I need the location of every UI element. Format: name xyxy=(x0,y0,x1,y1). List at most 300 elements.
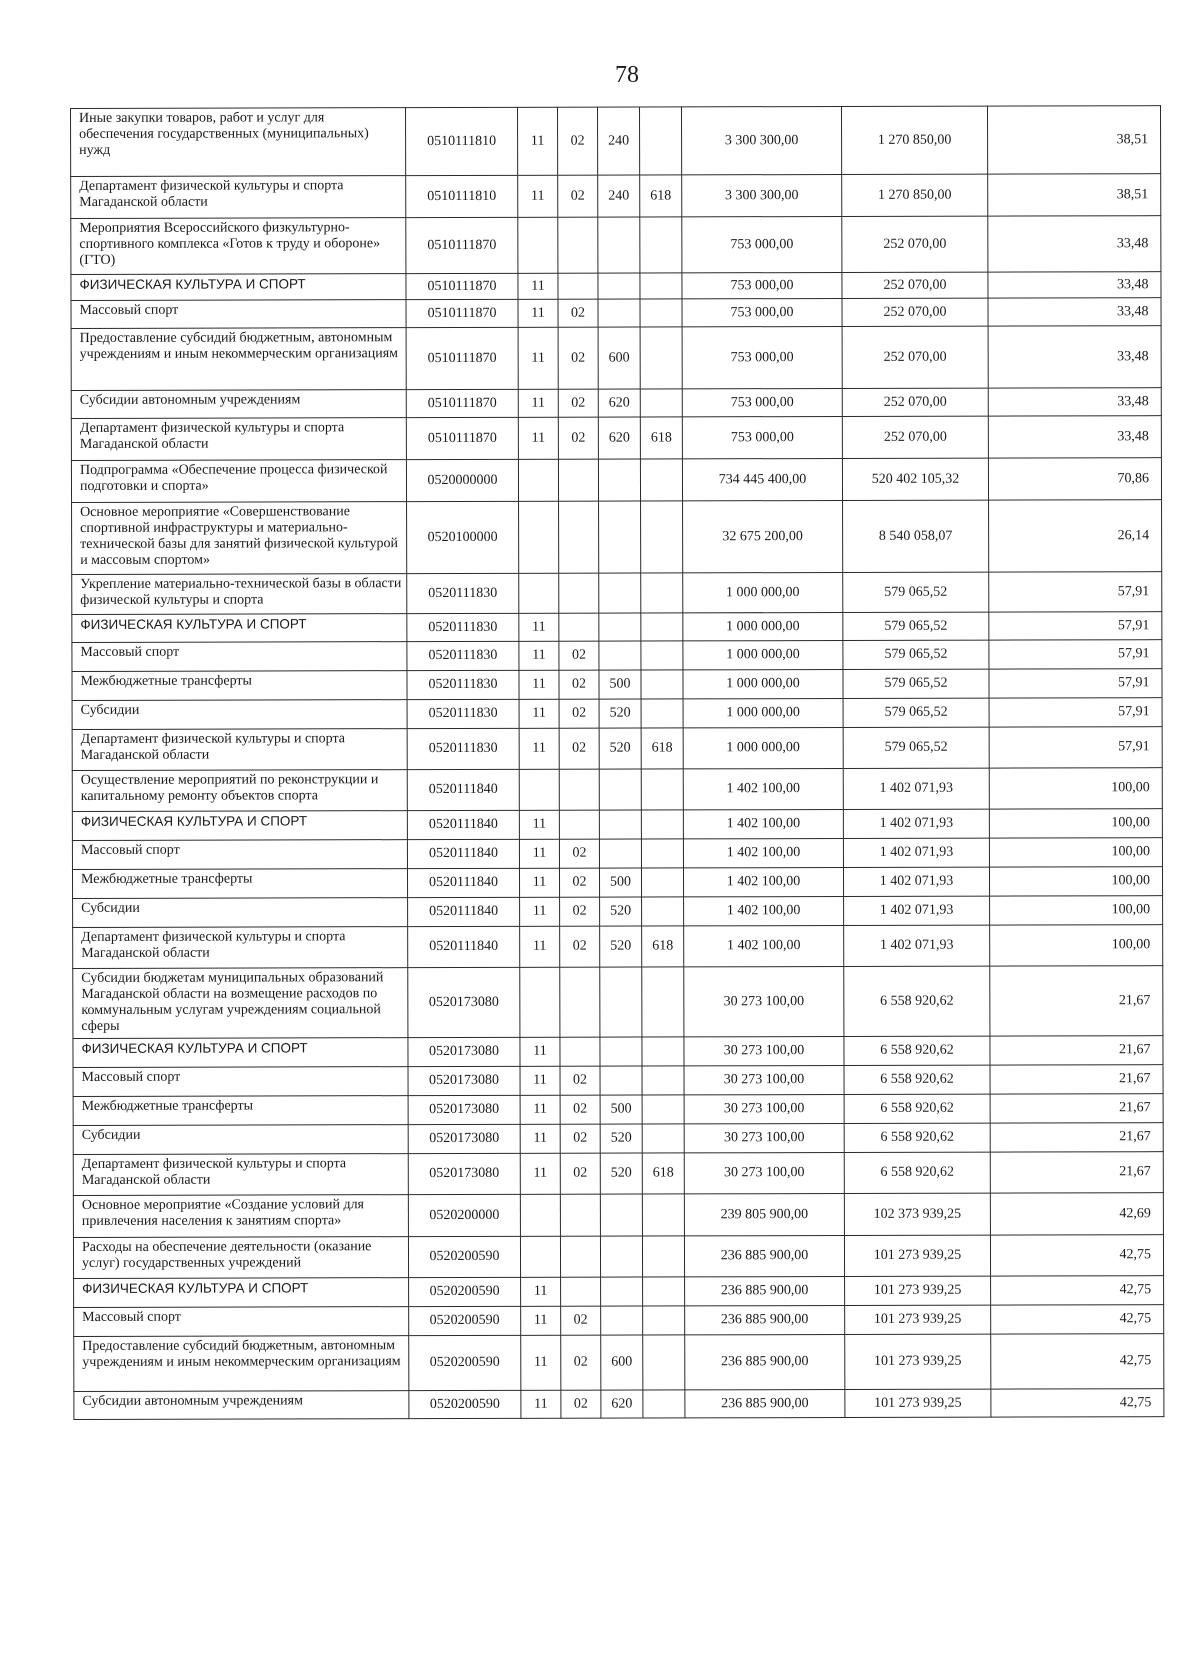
row-admin-code xyxy=(641,501,683,573)
row-subsection xyxy=(558,217,598,273)
row-subsection xyxy=(558,273,598,299)
row-target-code: 0520200590 xyxy=(409,1335,521,1390)
row-planned-amount: 1 000 000,00 xyxy=(683,727,843,768)
row-expense-type: 500 xyxy=(600,1095,642,1124)
row-percent: 21,67 xyxy=(990,1152,1163,1193)
row-target-code: 0520111840 xyxy=(408,897,520,926)
row-admin-code xyxy=(640,273,682,299)
row-name: Основное мероприятие «Совершенствование спортивной инфраструктуры и материально-технической базы для занятий физической культурой и массовым спортом» xyxy=(72,502,407,575)
table-row xyxy=(72,500,1162,575)
row-admin-code xyxy=(641,641,683,670)
row-expense-type xyxy=(600,1037,642,1066)
row-name: Департамент физической культуры и спорта Магаданской области xyxy=(73,1154,408,1196)
row-expense-type xyxy=(600,1194,642,1236)
row-planned-amount: 1 402 100,00 xyxy=(683,867,843,896)
row-percent: 57,91 xyxy=(989,572,1162,612)
row-subsection: 02 xyxy=(558,389,598,417)
table-row xyxy=(72,612,1162,643)
row-planned-amount: 236 885 900,00 xyxy=(684,1235,844,1276)
row-expense-type: 500 xyxy=(599,670,641,699)
row-planned-amount: 236 885 900,00 xyxy=(685,1389,845,1417)
row-subsection: 02 xyxy=(560,897,600,926)
row-admin-code xyxy=(643,1277,685,1306)
row-percent: 21,67 xyxy=(990,1036,1163,1065)
row-name: Мероприятия Всероссийского физкультурно-спортивного комплекса «Готов к труду и обороне» (ГТО) xyxy=(71,218,406,275)
row-name: Департамент физической культуры и спорта Магаданской области xyxy=(73,927,408,969)
row-expense-type: 240 xyxy=(598,175,640,217)
row-name: Массовый спорт xyxy=(74,1307,409,1337)
row-actual-amount: 252 070,00 xyxy=(842,272,988,298)
row-planned-amount: 30 273 100,00 xyxy=(684,1123,844,1152)
row-name: Предоставление субсидий бюджетным, автономным учреждениям и иным некоммерческим организациям xyxy=(71,328,406,391)
row-actual-amount: 579 065,52 xyxy=(843,698,989,727)
row-target-code: 0520111830 xyxy=(407,670,519,699)
row-planned-amount: 30 273 100,00 xyxy=(684,1152,844,1193)
row-admin-code xyxy=(642,1236,684,1277)
row-target-code: 0520111830 xyxy=(407,613,519,641)
row-expense-type xyxy=(599,501,641,573)
row-name: Подпрограмма «Обеспечение процесса физической подготовки и спорта» xyxy=(71,460,406,503)
row-admin-code xyxy=(642,897,684,926)
row-section: 11 xyxy=(519,839,559,868)
row-planned-amount: 3 300 300,00 xyxy=(681,106,841,174)
row-actual-amount: 101 273 939,25 xyxy=(845,1305,991,1334)
row-actual-amount: 579 065,52 xyxy=(843,727,989,768)
row-section: 11 xyxy=(520,1095,560,1124)
table-row xyxy=(73,925,1163,969)
row-subsection xyxy=(559,613,599,641)
row-percent: 26,14 xyxy=(989,500,1162,572)
row-subsection xyxy=(559,501,599,573)
row-target-code: 0520111830 xyxy=(407,641,519,670)
row-actual-amount: 1 270 850,00 xyxy=(841,106,987,174)
row-percent: 57,91 xyxy=(989,727,1162,768)
row-name: Осуществление мероприятий по реконструкции и капитальному ремонту объектов спорта xyxy=(72,770,407,812)
row-actual-amount: 1 402 071,93 xyxy=(843,867,989,896)
row-admin-code: 618 xyxy=(642,926,684,967)
budget-table xyxy=(70,105,1164,1420)
row-section: 11 xyxy=(521,1277,561,1306)
row-subsection: 02 xyxy=(561,1306,601,1335)
row-expense-type xyxy=(599,839,641,868)
row-subsection: 02 xyxy=(559,868,599,897)
row-subsection: 02 xyxy=(560,926,600,967)
row-name: Субсидии xyxy=(73,898,408,928)
row-subsection: 02 xyxy=(560,1153,600,1194)
row-target-code: 0510111870 xyxy=(406,273,518,299)
row-actual-amount: 101 273 939,25 xyxy=(845,1276,991,1305)
table-row xyxy=(74,1389,1164,1420)
row-admin-code xyxy=(642,967,684,1037)
row-percent: 42,75 xyxy=(991,1276,1164,1305)
row-admin-code xyxy=(643,1390,685,1418)
row-section: 11 xyxy=(520,926,560,967)
row-percent: 33,48 xyxy=(988,388,1161,416)
row-percent: 100,00 xyxy=(989,838,1162,867)
row-percent: 42,75 xyxy=(991,1305,1164,1334)
row-expense-type: 520 xyxy=(600,897,642,926)
row-actual-amount: 252 070,00 xyxy=(842,416,988,458)
row-admin-code: 618 xyxy=(640,175,682,217)
row-planned-amount: 1 000 000,00 xyxy=(683,572,843,612)
row-name: Массовый спорт xyxy=(72,642,407,672)
row-section: 11 xyxy=(518,389,558,417)
row-section: 11 xyxy=(520,897,560,926)
table-row xyxy=(71,106,1161,177)
row-actual-amount: 102 373 939,25 xyxy=(844,1193,990,1235)
row-admin-code xyxy=(642,1124,684,1153)
row-actual-amount: 1 402 071,93 xyxy=(843,838,989,867)
row-target-code: 0520000000 xyxy=(406,459,518,501)
row-expense-type: 240 xyxy=(597,107,639,175)
row-expense-type xyxy=(599,573,641,613)
row-actual-amount: 6 558 920,62 xyxy=(844,1152,990,1193)
row-actual-amount: 1 402 071,93 xyxy=(844,925,990,966)
row-subsection: 02 xyxy=(558,327,598,389)
row-admin-code xyxy=(641,868,683,897)
row-section xyxy=(519,501,559,573)
row-percent: 57,91 xyxy=(989,669,1162,698)
row-section xyxy=(520,1194,560,1236)
row-planned-amount: 236 885 900,00 xyxy=(685,1305,845,1334)
row-expense-type xyxy=(598,217,640,273)
row-name: Предоставление субсидий бюджетным, автономным учреждениям и иным некоммерческим организациям xyxy=(74,1336,409,1392)
row-name: Массовый спорт xyxy=(73,1067,408,1097)
row-planned-amount: 32 675 200,00 xyxy=(683,500,843,572)
row-actual-amount: 579 065,52 xyxy=(843,640,989,669)
row-name: ФИЗИЧЕСКАЯ КУЛЬТУРА И СПОРТ xyxy=(74,1278,409,1308)
row-name: Субсидии бюджетам муниципальных образований Магаданской области на возмещение расходов по коммунальным услугам учреждениям социальной сферы xyxy=(73,968,408,1039)
row-target-code: 0520111840 xyxy=(407,769,519,810)
row-actual-amount: 6 558 920,62 xyxy=(844,1065,990,1094)
row-actual-amount: 252 070,00 xyxy=(842,388,988,416)
row-section xyxy=(518,459,558,501)
row-admin-code xyxy=(643,1335,685,1390)
row-percent: 33,48 xyxy=(988,298,1161,326)
table-row xyxy=(73,966,1163,1039)
row-percent: 57,91 xyxy=(989,698,1162,727)
row-percent: 21,67 xyxy=(990,1094,1163,1123)
row-admin-code xyxy=(640,389,682,417)
row-expense-type xyxy=(599,613,641,641)
row-planned-amount: 239 805 900,00 xyxy=(684,1193,844,1235)
row-admin-code xyxy=(640,459,682,501)
row-expense-type xyxy=(599,810,641,839)
row-name: Департамент физической культуры и спорта Магаданской области xyxy=(71,176,406,219)
row-section: 11 xyxy=(517,107,557,175)
row-planned-amount: 1 402 100,00 xyxy=(683,838,843,867)
row-actual-amount: 579 065,52 xyxy=(843,572,989,612)
row-expense-type: 520 xyxy=(599,699,641,728)
table-row xyxy=(72,640,1162,672)
row-percent: 42,75 xyxy=(991,1334,1164,1389)
row-subsection xyxy=(560,1194,600,1236)
row-percent: 42,75 xyxy=(991,1389,1164,1417)
row-expense-type xyxy=(600,967,642,1037)
row-subsection xyxy=(559,769,599,810)
row-target-code: 0510111870 xyxy=(406,417,518,459)
row-percent: 21,67 xyxy=(990,966,1163,1036)
row-actual-amount: 6 558 920,62 xyxy=(844,966,990,1036)
row-name: Расходы на обеспечение деятельности (оказание услуг) государственных учреждений xyxy=(73,1237,408,1279)
row-subsection: 02 xyxy=(559,670,599,699)
row-admin-code xyxy=(642,1095,684,1124)
row-admin-code xyxy=(641,839,683,868)
row-target-code: 0520200590 xyxy=(409,1306,521,1335)
row-subsection xyxy=(560,1236,600,1277)
row-admin-code xyxy=(640,327,682,389)
row-name: Основное мероприятие «Создание условий для привлечения населения к занятиям спорта» xyxy=(73,1195,408,1238)
row-admin-code: 618 xyxy=(640,417,682,459)
row-section: 11 xyxy=(520,1153,560,1194)
row-actual-amount: 252 070,00 xyxy=(842,216,988,272)
row-name: Межбюджетные трансферты xyxy=(72,869,407,899)
row-subsection: 02 xyxy=(558,299,598,327)
row-section: 11 xyxy=(520,1066,560,1095)
row-target-code: 0520111830 xyxy=(407,699,519,728)
row-expense-type xyxy=(599,641,641,670)
row-percent: 100,00 xyxy=(990,925,1163,966)
row-planned-amount: 30 273 100,00 xyxy=(684,1036,844,1065)
row-expense-type xyxy=(598,273,640,299)
row-admin-code xyxy=(639,107,681,175)
row-planned-amount: 753 000,00 xyxy=(682,388,842,416)
row-subsection: 02 xyxy=(558,175,598,217)
row-planned-amount: 1 000 000,00 xyxy=(683,640,843,669)
row-expense-type xyxy=(601,1306,643,1335)
table-row xyxy=(74,1276,1164,1308)
row-subsection: 02 xyxy=(560,1066,600,1095)
row-planned-amount: 1 000 000,00 xyxy=(683,669,843,698)
row-planned-amount: 1 402 100,00 xyxy=(684,896,844,925)
row-planned-amount: 753 000,00 xyxy=(682,326,842,388)
row-name: ФИЗИЧЕСКАЯ КУЛЬТУРА И СПОРТ xyxy=(72,614,407,643)
table-row xyxy=(72,727,1162,771)
row-percent: 42,75 xyxy=(990,1235,1163,1276)
row-planned-amount: 30 273 100,00 xyxy=(684,966,844,1036)
row-planned-amount: 30 273 100,00 xyxy=(684,1065,844,1094)
row-target-code: 0520200590 xyxy=(409,1277,521,1306)
row-expense-type: 620 xyxy=(601,1390,643,1418)
table-row xyxy=(73,1235,1163,1279)
table-row xyxy=(72,809,1162,841)
row-target-code: 0520111830 xyxy=(407,728,519,769)
row-percent: 100,00 xyxy=(989,809,1162,838)
row-subsection xyxy=(561,1277,601,1306)
row-name: Департамент физической культуры и спорта Магаданской области xyxy=(71,418,406,461)
row-actual-amount: 6 558 920,62 xyxy=(844,1123,990,1152)
row-actual-amount: 579 065,52 xyxy=(843,669,989,698)
row-expense-type xyxy=(598,299,640,327)
table-row xyxy=(72,768,1162,812)
row-admin-code xyxy=(641,670,683,699)
row-planned-amount: 30 273 100,00 xyxy=(684,1094,844,1123)
row-admin-code xyxy=(641,810,683,839)
row-name: Массовый спорт xyxy=(72,840,407,870)
row-name: Субсидии автономным учреждениям xyxy=(74,1391,409,1420)
row-planned-amount: 1 402 100,00 xyxy=(684,925,844,966)
row-subsection: 02 xyxy=(561,1335,601,1390)
table-row xyxy=(71,388,1161,419)
row-section: 11 xyxy=(521,1335,561,1390)
row-target-code: 0520111840 xyxy=(408,926,520,967)
row-subsection xyxy=(560,967,600,1037)
row-name: ФИЗИЧЕСКАЯ КУЛЬТУРА И СПОРТ xyxy=(72,811,407,841)
row-section xyxy=(519,769,559,810)
row-subsection: 02 xyxy=(559,728,599,769)
row-expense-type: 500 xyxy=(599,868,641,897)
row-target-code: 0520173080 xyxy=(408,1124,520,1153)
row-expense-type xyxy=(600,1236,642,1277)
row-target-code: 0520173080 xyxy=(408,967,520,1037)
row-expense-type: 600 xyxy=(598,327,640,389)
row-admin-code: 618 xyxy=(642,1153,684,1194)
table-row xyxy=(73,1193,1163,1238)
row-planned-amount: 1 000 000,00 xyxy=(683,698,843,727)
row-actual-amount: 579 065,52 xyxy=(843,612,989,640)
row-name: ФИЗИЧЕСКАЯ КУЛЬТУРА И СПОРТ xyxy=(71,274,406,301)
row-actual-amount: 8 540 058,07 xyxy=(843,500,989,572)
row-name: Межбюджетные трансферты xyxy=(73,1096,408,1126)
row-name: Субсидии xyxy=(73,1125,408,1155)
table-row xyxy=(73,1036,1163,1068)
row-planned-amount: 3 300 300,00 xyxy=(682,174,842,216)
row-subsection: 02 xyxy=(560,1095,600,1124)
row-subsection xyxy=(559,573,599,613)
row-actual-amount: 252 070,00 xyxy=(842,326,988,388)
row-expense-type xyxy=(600,1066,642,1095)
row-target-code: 0520173080 xyxy=(408,1153,520,1194)
table-row xyxy=(72,572,1162,615)
row-expense-type: 620 xyxy=(598,389,640,417)
row-admin-code xyxy=(641,573,683,613)
row-target-code: 0520173080 xyxy=(408,1066,520,1095)
table-row xyxy=(74,1334,1164,1392)
row-name: Субсидии автономным учреждениям xyxy=(71,390,406,419)
row-actual-amount: 6 558 920,62 xyxy=(844,1094,990,1123)
row-target-code: 0510111810 xyxy=(406,107,518,175)
row-percent: 38,51 xyxy=(988,174,1161,216)
row-section: 11 xyxy=(519,699,559,728)
row-subsection: 02 xyxy=(559,839,599,868)
row-section: 11 xyxy=(519,810,559,839)
row-admin-code xyxy=(640,299,682,327)
row-expense-type: 600 xyxy=(601,1335,643,1390)
row-name: Иные закупки товаров, работ и услуг для обеспечения государственных (муниципальных) нужд xyxy=(71,108,406,177)
row-planned-amount: 753 000,00 xyxy=(682,298,842,326)
table-row xyxy=(71,458,1161,503)
row-actual-amount: 101 273 939,25 xyxy=(845,1389,991,1417)
row-subsection xyxy=(559,810,599,839)
row-target-code: 0510111870 xyxy=(406,389,518,417)
row-admin-code xyxy=(641,613,683,641)
row-subsection: 02 xyxy=(559,699,599,728)
row-actual-amount: 1 270 850,00 xyxy=(842,174,988,216)
row-planned-amount: 1 000 000,00 xyxy=(683,612,843,640)
row-planned-amount: 753 000,00 xyxy=(682,216,842,272)
page-number: 78 xyxy=(615,62,639,88)
row-section: 11 xyxy=(518,175,558,217)
row-planned-amount: 236 885 900,00 xyxy=(685,1276,845,1305)
row-percent: 100,00 xyxy=(989,768,1162,809)
table-row xyxy=(73,1123,1163,1155)
row-name: Департамент физической культуры и спорта Магаданской области xyxy=(72,729,407,771)
row-section: 11 xyxy=(520,1124,560,1153)
row-percent: 57,91 xyxy=(989,640,1162,669)
row-expense-type xyxy=(601,1277,643,1306)
row-actual-amount: 520 402 105,32 xyxy=(842,458,988,500)
table-row xyxy=(74,1305,1164,1337)
row-section: 11 xyxy=(518,273,558,299)
row-percent: 33,48 xyxy=(988,326,1161,388)
table-row xyxy=(73,1094,1163,1126)
row-expense-type: 620 xyxy=(598,417,640,459)
row-target-code: 0520111840 xyxy=(407,868,519,897)
row-percent: 38,51 xyxy=(987,106,1160,174)
table-row xyxy=(71,298,1161,329)
row-section xyxy=(520,1236,560,1277)
row-section: 11 xyxy=(521,1390,561,1418)
row-actual-amount: 252 070,00 xyxy=(842,298,988,326)
row-planned-amount: 753 000,00 xyxy=(682,272,842,298)
row-admin-code xyxy=(643,1306,685,1335)
row-section: 11 xyxy=(519,868,559,897)
row-expense-type: 520 xyxy=(600,1124,642,1153)
table-row xyxy=(72,867,1162,899)
row-target-code: 0520173080 xyxy=(408,1037,520,1066)
row-percent: 33,48 xyxy=(988,416,1161,458)
row-admin-code: 618 xyxy=(641,728,683,769)
row-actual-amount: 6 558 920,62 xyxy=(844,1036,990,1065)
row-section: 11 xyxy=(519,728,559,769)
row-subsection xyxy=(560,1037,600,1066)
row-section: 11 xyxy=(519,670,559,699)
row-target-code: 0520100000 xyxy=(407,501,519,573)
table-row xyxy=(72,698,1162,730)
row-section: 11 xyxy=(520,1037,560,1066)
row-percent: 70,86 xyxy=(988,458,1161,500)
row-target-code: 0510111870 xyxy=(406,299,518,327)
row-expense-type xyxy=(598,459,640,501)
row-subsection: 02 xyxy=(561,1390,601,1418)
row-target-code: 0520111830 xyxy=(407,573,519,613)
row-subsection: 02 xyxy=(558,417,598,459)
row-actual-amount: 1 402 071,93 xyxy=(844,896,990,925)
table-row xyxy=(71,216,1161,275)
row-admin-code xyxy=(641,699,683,728)
row-section xyxy=(520,967,560,1037)
row-actual-amount: 1 402 071,93 xyxy=(843,768,989,809)
row-percent: 42,69 xyxy=(990,1193,1163,1235)
row-planned-amount: 734 445 400,00 xyxy=(682,458,842,500)
table-row xyxy=(71,272,1161,301)
row-percent: 100,00 xyxy=(990,896,1163,925)
row-percent: 33,48 xyxy=(988,272,1161,298)
row-name: Укрепление материально-технической базы в области физической культуры и спорта xyxy=(72,574,407,615)
row-target-code: 0520200590 xyxy=(408,1236,520,1277)
table-row xyxy=(72,838,1162,870)
row-admin-code xyxy=(641,769,683,810)
row-actual-amount: 1 402 071,93 xyxy=(843,809,989,838)
row-admin-code xyxy=(640,217,682,273)
row-section: 11 xyxy=(518,327,558,389)
table-row xyxy=(71,326,1161,391)
row-section: 11 xyxy=(521,1306,561,1335)
row-section: 11 xyxy=(518,299,558,327)
row-admin-code xyxy=(642,1066,684,1095)
row-section: 11 xyxy=(519,641,559,670)
row-target-code: 0520200000 xyxy=(408,1194,520,1236)
